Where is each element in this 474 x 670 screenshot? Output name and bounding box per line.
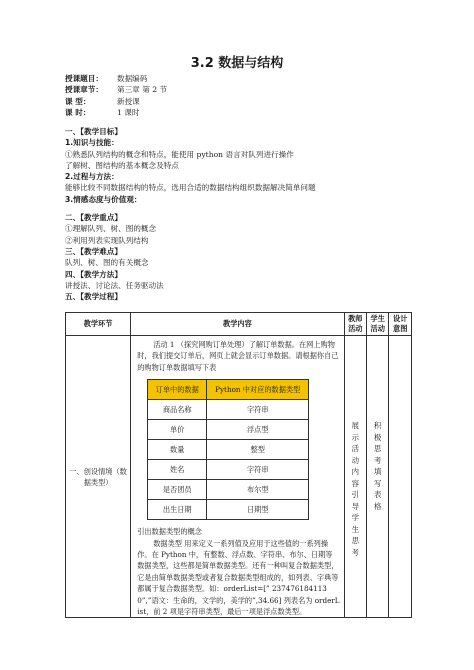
- types-header-left: 订单中的数据: [148, 380, 207, 400]
- emotion-heading: 3.情感态度与价值观：: [65, 194, 142, 204]
- table-row: [148, 440, 309, 460]
- design-intent-cell: [389, 336, 412, 618]
- types-cell: 单价: [148, 420, 207, 440]
- meta-topic: 授课题目： 数据编码: [65, 74, 148, 83]
- concept-text: 数据类型 用来定义一系列值及应用于这些值的一系列操作。在 Python 中，有整数、浮点数、字符串、布尔、日期等数据类型，这些都是简单数据类型。还有一种叫复合数据类型，它是由简单数据类型或者复合数据类型组成的，如列表、字典等都属于复合数据类型。如：orderList=[” 2374761841130”,”语文：生命的，文学的，美学的”,34.66] 列表名为 orderList，前 2 项是字符串类型，最后一项是浮点数类型。: [137, 538, 340, 617]
- key-point: ②利用列表实现队列结构: [65, 235, 149, 245]
- types-cell: 字符串: [207, 460, 309, 480]
- process-item: 能够比较不同数据结构的特点，选用合适的数据结构组织数据解决简单问题: [65, 183, 316, 193]
- header-segment: 教学环节: [66, 313, 131, 336]
- table-row: [148, 460, 309, 480]
- types-cell: 数量: [148, 440, 207, 460]
- header-student: 学生活动: [367, 313, 389, 336]
- types-cell: 出生日期: [148, 500, 207, 520]
- student-activity-cell: [367, 336, 389, 618]
- data-types-table: [147, 379, 309, 520]
- page-title: 3.2 数据与结构: [190, 56, 284, 71]
- student-activity: 积极思考填写表格: [374, 421, 382, 511]
- knowledge-heading: 1.知识与技能：: [65, 138, 119, 148]
- difficulty-item: 队列、树、图的有关概念: [65, 258, 149, 268]
- types-cell: 商品名称: [148, 400, 207, 420]
- types-header-right: Python 中对应的数据类型: [207, 380, 309, 400]
- key-points-heading: 二、【教学重点】: [65, 213, 122, 223]
- table-row: [148, 480, 309, 500]
- table-row: [148, 500, 309, 520]
- types-cell: 字符串: [207, 400, 309, 420]
- process-heading: 2.过程与方法：: [65, 172, 119, 182]
- content-cell: [131, 336, 344, 618]
- types-cell: 整型: [207, 440, 309, 460]
- concept-line: 引出数据类型的概念: [137, 527, 202, 537]
- difficulties-heading: 三、【教学难点】: [65, 246, 122, 256]
- types-cell: 是否团员: [148, 480, 207, 500]
- header-teacher: 教师活动: [344, 313, 366, 336]
- meta-type: 课 型： 新授课: [65, 96, 140, 106]
- objectives-heading: 一、【教学目标】: [65, 127, 122, 136]
- table-row: [148, 420, 309, 440]
- lesson-body: [65, 126, 425, 302]
- header-content: 教学内容: [131, 313, 344, 336]
- segment-label: 一、创设情境（数据类型）: [69, 466, 127, 487]
- teaching-process-table: [65, 312, 412, 618]
- activity-intro: 活动 1 （探究网购订单处理）了解订单数据。在网上购物时，我们提交订单后，网页上就会显示订单数据。请根据你自己的购物订单数据填写下表: [137, 340, 339, 372]
- types-cell: 布尔型: [207, 480, 309, 500]
- teacher-activity: 展示活动内容引导学生思考: [351, 421, 359, 557]
- lesson-meta: [65, 73, 167, 118]
- types-cell: 姓名: [148, 460, 207, 480]
- meta-chapter: 授课章节： 第三章 第 2 节: [65, 85, 168, 95]
- types-cell: 日期型: [207, 500, 309, 520]
- types-cell: 浮点型: [207, 420, 309, 440]
- key-point: ①理解队列、树、图的概念: [65, 224, 157, 234]
- types-header-row: [148, 380, 309, 400]
- methods-heading: 四、【教学方法】: [65, 269, 122, 279]
- knowledge-item: ①熟悉队列结构的概念和特点，能使用 python 语言对队列进行操作: [65, 149, 294, 159]
- process-section-heading: 五、【教学过程】: [65, 292, 122, 302]
- table-row: [66, 336, 412, 618]
- table-row: [148, 400, 309, 420]
- method-item: 讲授法、讨论法、任务驱动法: [65, 280, 164, 290]
- table-header-row: [66, 313, 412, 336]
- teacher-activity-cell: [344, 336, 366, 618]
- knowledge-item: 了解树、图结构的基本概念及特点: [65, 160, 179, 170]
- header-design: 设计意图: [389, 313, 412, 336]
- segment-cell: [66, 336, 131, 618]
- meta-hours: 课 时： 1 课时: [65, 107, 140, 117]
